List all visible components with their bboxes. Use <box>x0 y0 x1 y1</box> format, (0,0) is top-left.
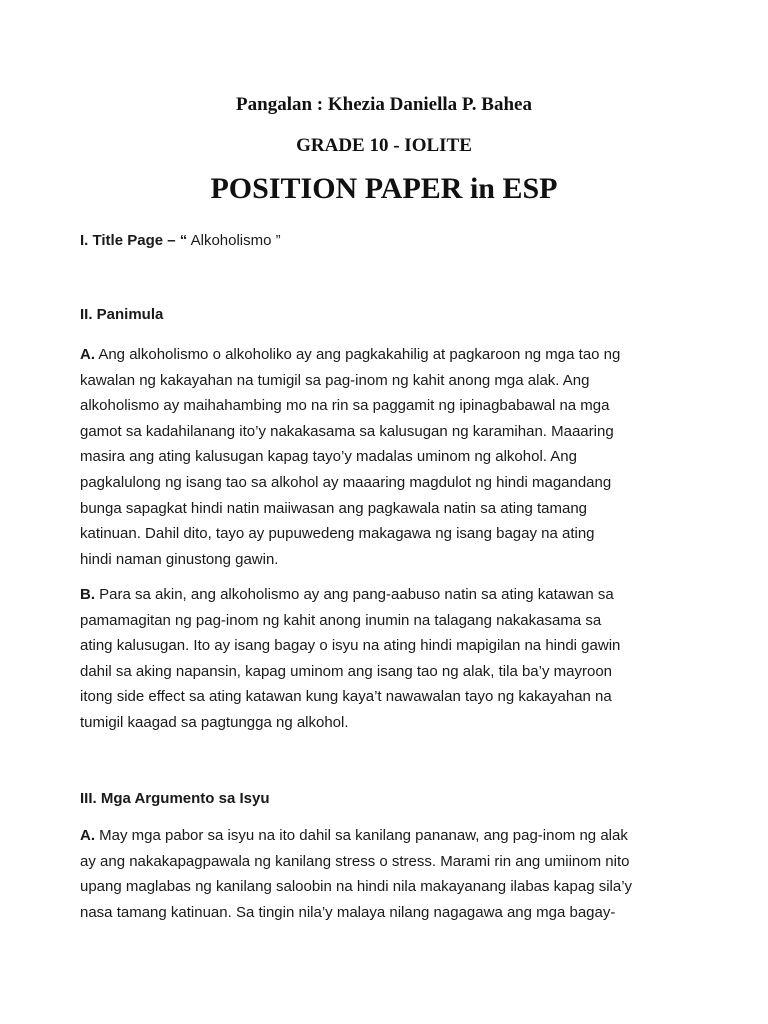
student-name-line: Pangalan : Khezia Daniella P. Bahea <box>236 94 532 115</box>
paragraph-line: kawalan ng kakayahan na tumigil sa pag-inom ng kahit anong mga alak. Ang <box>80 371 590 389</box>
paragraph-line: upang maglabas ng kanilang saloobin na hindi nila makayanang ilabas kapag sila’y <box>80 878 633 896</box>
paragraph-line: gamot sa kadahilanang ito’y nakakasama sa kalusugan ng karamihan. Maaaring <box>80 422 614 440</box>
paragraph-line: pagkalulong ng isang tao sa alkohol ay maaaring magdulot ng hindi magandang <box>80 473 612 491</box>
paragraph-line: ay ang nakakapagpawala ng kanilang stress o stress. Marami rin ang umiinom nito <box>80 852 630 870</box>
section-heading-argumento: III. Mga Argumento sa Isyu <box>80 790 270 807</box>
paragraph-argumento-a <box>80 823 700 925</box>
paragraph-line: A. Ang alkoholismo o alkoholiko ay ang pagkakahilig at pagkaroon ng mga tao ng <box>80 346 621 363</box>
paragraph-line: nasa tamang katinuan. Sa tingin nila’y malaya nilang nagagawa ang mga bagay- <box>80 903 616 921</box>
paper-title: POSITION PAPER in ESP <box>210 172 558 205</box>
title-page-value: Alkoholismo ” <box>187 232 281 249</box>
section-heading-panimula: II. Panimula <box>80 306 164 323</box>
paragraph-panimula-a <box>80 342 700 572</box>
paragraph-line: B. Para sa akin, ang alkoholismo ay ang pang-aabuso natin sa ating katawan sa <box>80 586 614 603</box>
paragraph-line: bunga sapagkat hindi natin maiiwasan ang pagkawala natin sa ating tamang <box>80 499 588 517</box>
paragraph-line: alkoholismo ay maihahambing mo na rin sa paggamit ng ipinagbabawal na mga <box>80 397 610 415</box>
paragraph-letter: B. <box>80 586 95 603</box>
paragraph-letter: A. <box>80 346 95 363</box>
paragraph-line: itong side effect sa ating katawan kung kaya’t nawawalan tayo ng kakayahan na <box>80 688 612 706</box>
title-page-line <box>80 232 700 249</box>
paragraph-letter: A. <box>80 827 95 844</box>
paragraph-panimula-b <box>80 582 700 736</box>
paragraph-line: tumigil kaagad sa pagtungga ng alkohol. <box>80 713 349 731</box>
paragraph-line: pamamagitan ng pag-inom ng kahit anong inumin na talagang nakakasama sa <box>80 611 602 629</box>
grade-section-line: GRADE 10 - IOLITE <box>296 135 472 156</box>
paragraph-line: dahil sa aking napansin, kapag uminom ang isang tao ng alak, tila ba’y mayroon <box>80 662 613 680</box>
paragraph-line: hindi naman ginustong gawin. <box>80 550 279 568</box>
paragraph-line: katinuan. Dahil dito, tayo ay pupuwedeng makagawa ng isang bagay na ating <box>80 525 595 543</box>
paragraph-line: ating kalusugan. Ito ay isang bagay o isyu na ating hindi mapigilan na hindi gawin <box>80 637 621 655</box>
title-page-label: I. Title Page – “ <box>80 232 188 249</box>
paragraph-line: masira ang ating kalusugan kapag tayo’y madalas uminom ng alkohol. Ang <box>80 448 577 466</box>
paragraph-line: A. May mga pabor sa isyu na ito dahil sa kanilang pananaw, ang pag-inom ng alak <box>80 827 628 844</box>
